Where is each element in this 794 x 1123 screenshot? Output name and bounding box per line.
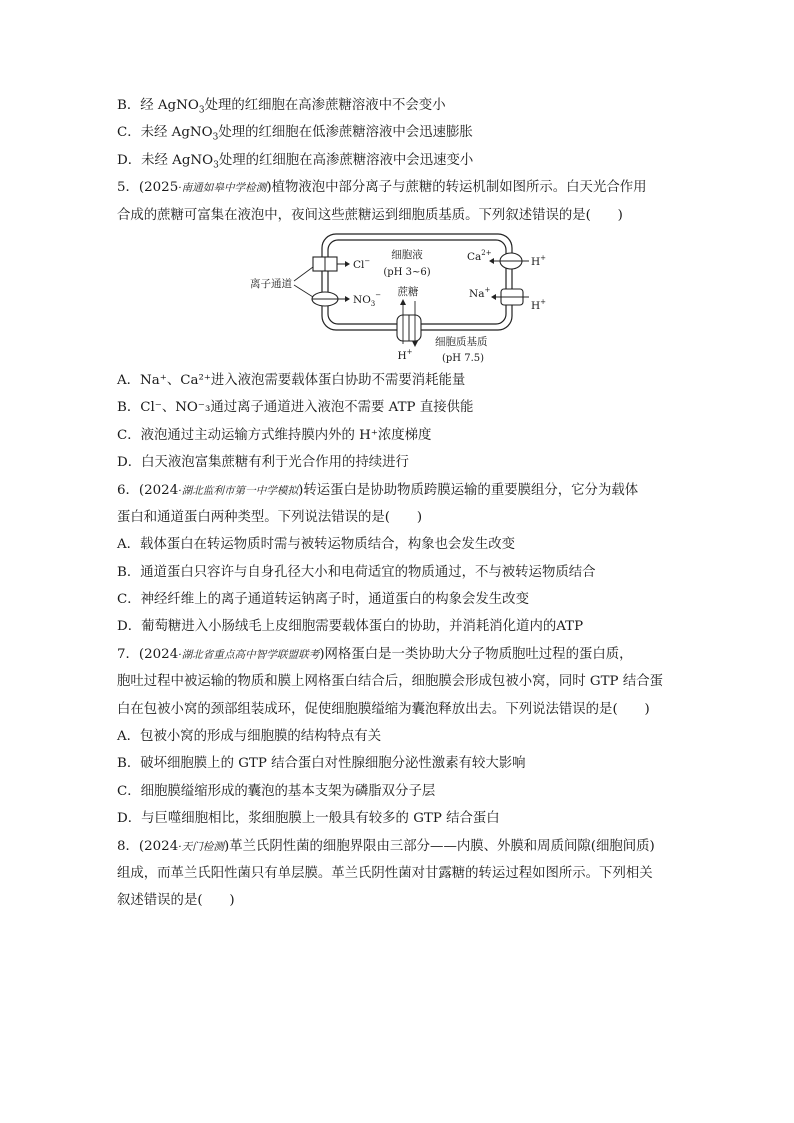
q4-option-c: C．未经 AgNO$_3$处理的红细胞在低渗蔗糖溶液中会迅速膨胀	[117, 125, 473, 144]
q8-stem-line1: 8．(2024·天门检测)革兰氏阴性菌的细胞界限由三部分——内膜、外膜和周质间隙(细胞间质)	[117, 838, 655, 854]
q7-stem-line1: 7．(2024·湖北省重点高中智学联盟联考)网格蛋白是一类协助大分子物质胞吐过程的蛋白质，	[117, 646, 633, 662]
sucrose-label: 蔗糖	[397, 285, 419, 298]
document-page	[117, 92, 687, 915]
cl-label: Cl−	[353, 256, 371, 271]
q6-option-d: D．葡萄糖进入小肠绒毛上皮细胞需要载体蛋白的协助，并消耗消化道内的ATP	[117, 619, 584, 635]
q7-stem-line2: 胞吐过程中被运输的物质和膜上网格蛋白结合后，细胞膜会形成包被小窝，同时 GTP 结合蛋	[117, 674, 663, 690]
q5-option-b: B．Cl⁻、NO⁻₃通过离子通道进入液泡不需要 ATP 直接供能	[117, 400, 474, 416]
q7-source: ·湖北省重点高中智学联盟联考	[178, 648, 320, 661]
q6-option-b: B．通道蛋白只容许与自身孔径大小和电荷适宜的物质通过，不与被转运物质结合	[117, 564, 596, 580]
q4-option-b: B．经 AgNO$_3$处理的红细胞在高渗蔗糖溶液中不会变小	[117, 98, 446, 116]
h-right2-label: H+	[531, 297, 547, 312]
ion-channel-label: 离子通道	[250, 277, 292, 290]
q4-option-d: D．未经 AgNO$_3$处理的红细胞在高渗蔗糖溶液中会迅速变小	[117, 152, 474, 171]
q7-option-d: D．与巨噬细胞相比，浆细胞膜上一般具有较多的 GTP 结合蛋白	[117, 811, 500, 827]
q7-option-b: B．破坏细胞膜上的 GTP 结合蛋白对性腺细胞分泌性激素有较大影响	[117, 756, 526, 772]
q6-option-a: A．载体蛋白在转运物质时需与被转运物质结合，构象也会发生改变	[117, 537, 515, 553]
q7-option-a: A．包被小窝的形成与细胞膜的结构特点有关	[117, 729, 382, 745]
vacuole-transport-figure	[117, 231, 687, 365]
q6-stem-line2: 蛋白和通道蛋白两种类型。下列说法错误的是( )	[117, 509, 423, 525]
q5-source: ·南通如皋中学检测	[178, 182, 267, 195]
q5-stem-line2: 合成的蔗糖可富集在液泡中，夜间这些蔗糖运到细胞质基质。下列叙述错误的是( )	[117, 207, 623, 223]
na-label: Na+	[469, 285, 491, 300]
cytosol-ph: (pH 7.5)	[442, 352, 485, 364]
q5-stem-line1: 5．(2025·南通如皋中学检测)植物液泡中部分离子与蔗糖的转运机制如图所示。白天光合作用	[117, 180, 647, 196]
q6-source: ·湖北监利市第一中学模拟	[178, 484, 299, 497]
q8-stem-line2: 组成，而革兰氏阳性菌只有单层膜。革兰氏阴性菌对甘露糖的转运过程如图所示。下列相关	[117, 865, 653, 881]
cytosol-label: 细胞质基质	[435, 335, 488, 348]
q5-option-a: A．Na⁺、Ca²⁺进入液泡需要载体蛋白协助不需要消耗能量	[117, 372, 466, 388]
q8-stem-line3: 叙述错误的是( )	[117, 893, 235, 909]
q5-option-c: C．液泡通过主动运输方式维持膜内外的 H⁺浓度梯度	[117, 427, 432, 443]
vacuole-label: 细胞液	[391, 248, 423, 261]
no3-label: $NO_3^-$	[353, 290, 382, 308]
q7-stem-line3: 白在包被小窝的颈部组装成环，促使细胞膜缢缩为囊泡释放出去。下列说法错误的是( )	[117, 701, 650, 717]
q7-option-c: C．细胞膜缢缩形成的囊泡的基本支架为磷脂双分子层	[117, 783, 436, 799]
q8-source: ·天门检测	[178, 840, 224, 853]
q6-stem-line1: 6．(2024·湖北监利市第一中学模拟)转运蛋白是协助物质跨膜运输的重要膜组分，它分为载体	[117, 482, 639, 498]
q5-option-d: D．白天液泡富集蔗糖有利于光合作用的持续进行	[117, 455, 409, 471]
h-bottom-label: H+	[397, 347, 413, 362]
h-right1-label: H+	[531, 253, 547, 268]
q6-option-c: C．神经纤维上的离子通道转运钠离子时，通道蛋白的构象会发生改变	[117, 592, 529, 608]
vacuole-ph: (pH 3~6)	[383, 266, 431, 278]
ca-label: $Ca^{2+}$	[467, 248, 492, 263]
